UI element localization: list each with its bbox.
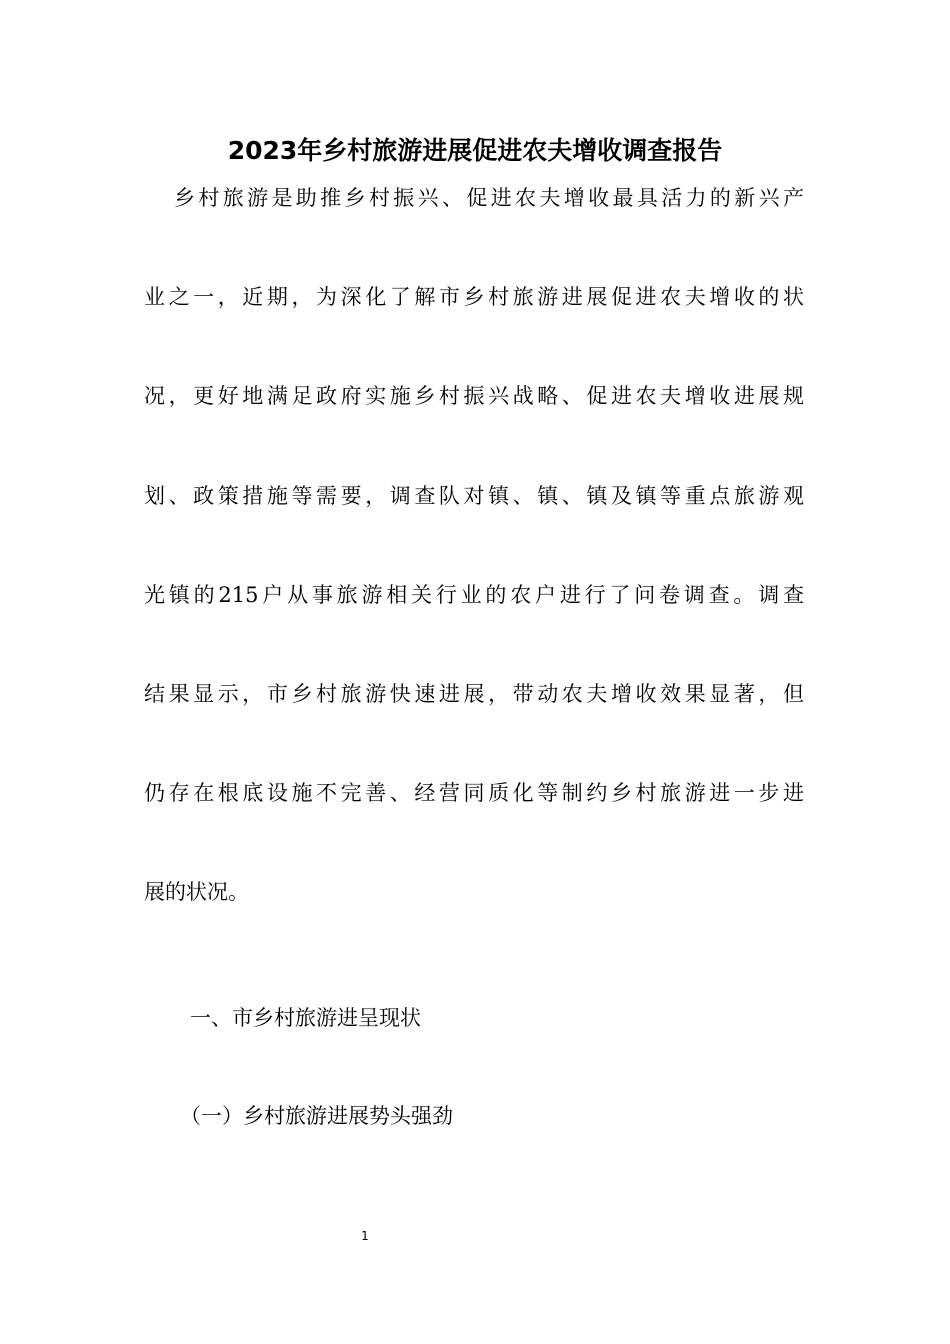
subsection-heading: （一）乡村旅游进展势头强劲 xyxy=(180,1104,453,1128)
paragraph-line: 光镇的215户从事旅游相关行业的农户进行了问卷调查。调查 xyxy=(144,583,804,607)
page-number: 1 xyxy=(361,1229,369,1243)
paragraph-line: 况，更好地满足政府实施乡村振兴战略、促进农夫增收进展规 xyxy=(144,384,804,408)
paragraph-line: 乡村旅游是助推乡村振兴、促进农夫增收最具活力的新兴产 xyxy=(174,186,804,210)
document-title: 2023年乡村旅游进展促进农夫增收调查报告 xyxy=(227,136,723,165)
paragraph-line: 结果显示，市乡村旅游快速进展，带动农夫增收效果显著，但 xyxy=(144,682,804,706)
paragraph-line: 划、政策措施等需要，调查队对镇、镇、镇及镇等重点旅游观 xyxy=(144,484,804,508)
paragraph-line: 仍存在根底设施不完善、经营同质化等制约乡村旅游进一步进 xyxy=(144,781,804,805)
section-heading: 一、市乡村旅游进呈现状 xyxy=(190,1006,421,1030)
paragraph-line: 展的状况。 xyxy=(144,880,249,904)
paragraph-line: 业之一，近期，为深化了解市乡村旅游进展促进农夫增收的状 xyxy=(144,285,804,309)
